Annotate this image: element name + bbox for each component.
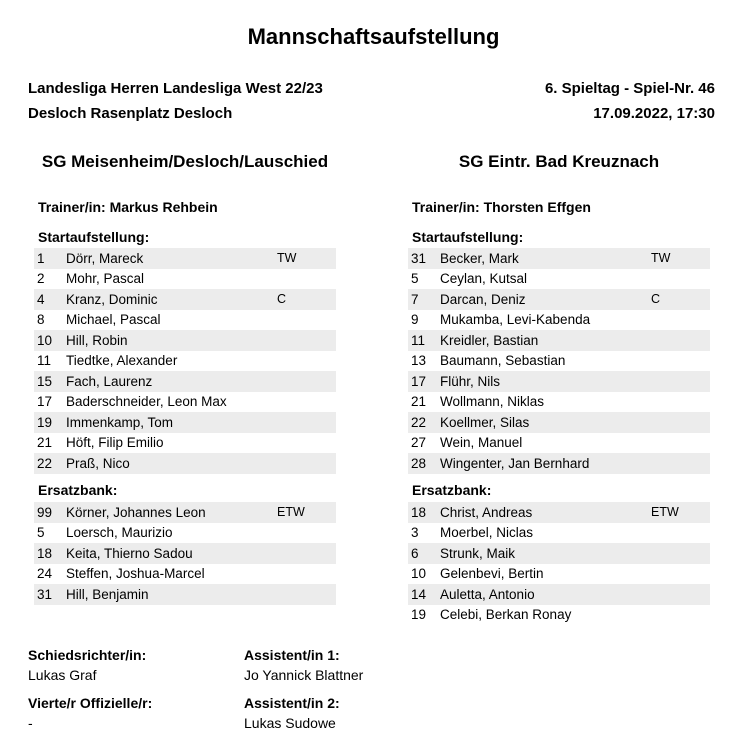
player-number: 22 [411, 414, 427, 430]
player-name: Mukamba, Levi-Kabenda [440, 312, 591, 328]
player-name: Michael, Pascal [66, 312, 161, 328]
fourth-official-name: - [28, 715, 33, 731]
player-row [408, 310, 710, 331]
home-bench-label: Ersatzbank: [38, 482, 118, 498]
assistant2-name: Lukas Sudowe [244, 715, 336, 731]
referee-label: Schiedsrichter/in: [28, 647, 147, 663]
player-number: 31 [37, 586, 53, 602]
player-row [34, 543, 336, 564]
player-name: Celebi, Berkan Ronay [440, 607, 572, 623]
home-bench-list [34, 502, 336, 605]
assistant1-name: Jo Yannick Blattner [244, 667, 364, 683]
player-name: Keita, Thierno Sadou [66, 545, 193, 561]
player-number: 15 [37, 373, 53, 389]
player-row [408, 502, 710, 523]
player-number: 19 [411, 607, 427, 623]
player-row [408, 392, 710, 413]
player-row [34, 248, 336, 269]
player-row [34, 351, 336, 372]
player-number: 27 [411, 435, 427, 451]
player-name: Wollmann, Niklas [440, 394, 545, 410]
player-name: Wein, Manuel [440, 435, 523, 451]
player-number: 17 [411, 373, 427, 389]
player-name: Moerbel, Niclas [440, 525, 534, 541]
player-row [408, 564, 710, 585]
player-name: Darcan, Deniz [440, 291, 526, 307]
player-row [408, 605, 710, 626]
player-row [408, 269, 710, 290]
player-number: 19 [37, 414, 53, 430]
player-row [408, 523, 710, 544]
player-number: 4 [37, 291, 45, 307]
match-datetime: 17.09.2022, 17:30 [593, 105, 715, 122]
player-number: 18 [411, 504, 427, 520]
player-number: 9 [411, 312, 419, 328]
player-role: C [277, 292, 287, 307]
player-row [408, 433, 710, 454]
player-number: 5 [37, 525, 45, 541]
player-role: ETW [651, 505, 679, 520]
player-row [408, 412, 710, 433]
player-number: 3 [411, 525, 419, 541]
player-name: Baumann, Sebastian [440, 353, 566, 369]
player-row [408, 543, 710, 564]
away-starting-list [408, 248, 710, 474]
player-row [34, 392, 336, 413]
player-row [34, 371, 336, 392]
player-role: ETW [277, 505, 305, 520]
player-name: Koellmer, Silas [440, 414, 530, 430]
assistant1-label: Assistent/in 1: [244, 647, 340, 663]
home-starting-label: Startaufstellung: [38, 229, 150, 245]
player-name: Hill, Benjamin [66, 586, 149, 602]
player-name: Ceylan, Kutsal [440, 271, 528, 287]
player-row [34, 310, 336, 331]
player-number: 14 [411, 586, 427, 602]
player-row [408, 330, 710, 351]
player-name: Immenkamp, Tom [66, 414, 174, 430]
player-row [408, 248, 710, 269]
player-name: Fach, Laurenz [66, 373, 153, 389]
home-coach: Trainer/in: Markus Rehbein [38, 199, 218, 215]
player-row [408, 289, 710, 310]
player-row [408, 584, 710, 605]
player-name: Wingenter, Jan Bernhard [440, 455, 590, 471]
player-name: Kranz, Dominic [66, 291, 158, 307]
player-number: 2 [37, 271, 45, 287]
player-row [408, 351, 710, 372]
player-number: 24 [37, 566, 53, 582]
player-number: 11 [37, 353, 52, 369]
player-number: 6 [411, 545, 419, 561]
away-team-name: SG Eintr. Bad Kreuznach [458, 152, 660, 171]
player-number: 22 [37, 455, 53, 471]
player-name: Strunk, Maik [440, 545, 516, 561]
player-number: 7 [411, 291, 419, 307]
player-name: Höft, Filip Emilio [66, 435, 164, 451]
away-bench-list [408, 502, 710, 625]
player-row [34, 412, 336, 433]
player-row [34, 523, 336, 544]
referee-name: Lukas Graf [28, 667, 97, 683]
player-name: Steffen, Joshua-Marcel [66, 566, 205, 582]
player-row [408, 371, 710, 392]
venue: Desloch Rasenplatz Desloch [28, 105, 233, 122]
player-name: Kreidler, Bastian [440, 332, 539, 348]
player-row [408, 453, 710, 474]
player-number: 28 [411, 455, 427, 471]
player-name: Dörr, Mareck [66, 250, 144, 266]
page-title: Mannschaftsaufstellung [247, 24, 500, 49]
player-number: 31 [411, 250, 427, 266]
player-row [34, 330, 336, 351]
player-number: 8 [37, 312, 45, 328]
matchday: 6. Spieltag - Spiel-Nr. 46 [544, 80, 715, 97]
player-row [34, 502, 336, 523]
player-name: Loersch, Maurizio [66, 525, 173, 541]
player-number: 21 [411, 394, 427, 410]
player-name: Christ, Andreas [440, 504, 533, 520]
player-name: Baderschneider, Leon Max [66, 394, 227, 410]
player-number: 11 [411, 332, 426, 348]
player-row [34, 289, 336, 310]
player-name: Mohr, Pascal [66, 271, 145, 287]
league-name: Landesliga Herren Landesliga West 22/23 [28, 80, 323, 97]
player-number: 5 [411, 271, 419, 287]
player-number: 18 [37, 545, 53, 561]
player-name: Körner, Johannes Leon [66, 504, 206, 520]
player-row [34, 433, 336, 454]
player-row [34, 453, 336, 474]
player-role: TW [651, 251, 671, 266]
player-number: 17 [37, 394, 53, 410]
home-team-name: SG Meisenheim/Desloch/Lauschied [41, 152, 329, 171]
player-name: Praß, Nico [66, 455, 130, 471]
player-name: Tiedtke, Alexander [66, 353, 178, 369]
player-row [34, 584, 336, 605]
player-name: Flühr, Nils [440, 373, 501, 389]
player-number: 13 [411, 353, 427, 369]
player-name: Auletta, Antonio [440, 586, 535, 602]
player-row [34, 269, 336, 290]
player-name: Hill, Robin [66, 332, 128, 348]
player-number: 10 [411, 566, 427, 582]
home-starting-list [34, 248, 336, 474]
player-name: Becker, Mark [440, 250, 519, 266]
player-row [34, 564, 336, 585]
assistant2-label: Assistent/in 2: [244, 695, 340, 711]
player-number: 10 [37, 332, 53, 348]
away-coach: Trainer/in: Thorsten Effgen [412, 199, 591, 215]
player-number: 99 [37, 504, 53, 520]
player-name: Gelenbevi, Bertin [440, 566, 544, 582]
player-number: 21 [37, 435, 53, 451]
away-bench-label: Ersatzbank: [412, 482, 492, 498]
away-starting-label: Startaufstellung: [412, 229, 524, 245]
fourth-official-label: Vierte/r Offizielle/r: [28, 695, 153, 711]
player-role: C [651, 292, 661, 307]
player-role: TW [277, 251, 297, 266]
player-number: 1 [37, 250, 45, 266]
